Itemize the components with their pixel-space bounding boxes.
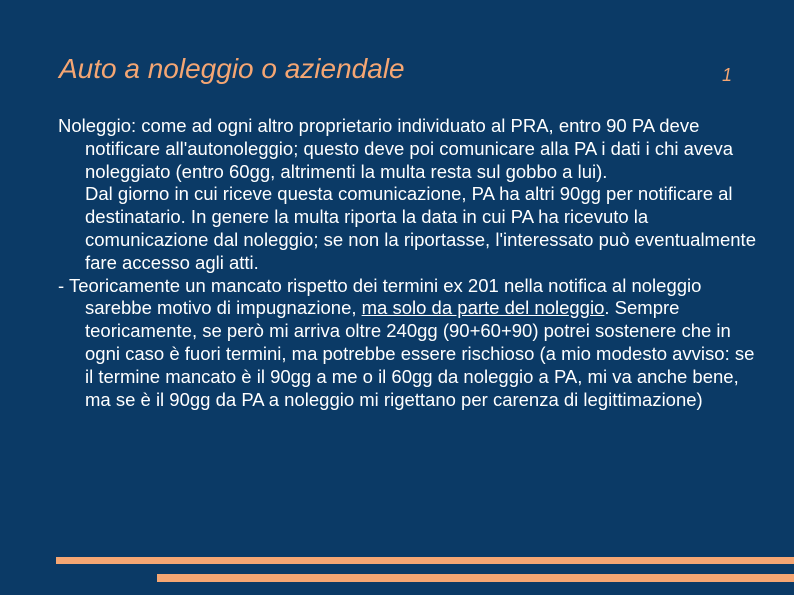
paragraph-continuation: Dal giorno in cui riceve questa comunicazione, PA ha altri 90gg per notificare al destinatario. In genere la multa riporta la data in cui PA ha ricevuto la comunicazione dal noleggio; se non la riportasse, l'interessato può eventualmente fare accesso agli atti. bbox=[85, 183, 756, 273]
decorative-bar-top bbox=[56, 557, 794, 564]
paragraph-prefix: - Teoricamente un mancato rispetto dei termini ex 201 nella notifica al noleggio sarebbe motivo di impugnazione, bbox=[58, 274, 702, 319]
paragraph-suffix: . Sempre teoricamente, se però mi arriva oltre 240gg (90+60+90) potrei sostenere che in ogni caso è fuori termini, ma potrebbe essere rischioso (a mio modesto avviso: se il termine mancato è il 90gg a me o il 60gg da noleggio a PA, mi va anche bene, ma se è il 90gg da PA a noleggio mi rigettano per carenza di legittimazione) bbox=[85, 297, 755, 410]
slide-body bbox=[58, 115, 758, 411]
paragraph-noleggio bbox=[58, 115, 758, 183]
paragraph-text: come ad ogni altro proprietario individuato al PRA, entro 90 PA deve notificare all'autonoleggio; questo deve poi comunicare alla PA i dati i chi aveva noleggiato (entro 60gg, altrimenti la multa resta sul gobbo a lui). bbox=[85, 115, 734, 182]
paragraph-lead: Noleggio: bbox=[58, 115, 137, 136]
slide-title: Auto a noleggio o aziendale bbox=[59, 53, 405, 84]
underlined-phrase: ma solo da parte del noleggio bbox=[361, 297, 605, 319]
slide-number: 1 bbox=[722, 65, 733, 85]
paragraph-teoricamente bbox=[58, 275, 758, 412]
decorative-bar-bottom bbox=[157, 574, 794, 582]
